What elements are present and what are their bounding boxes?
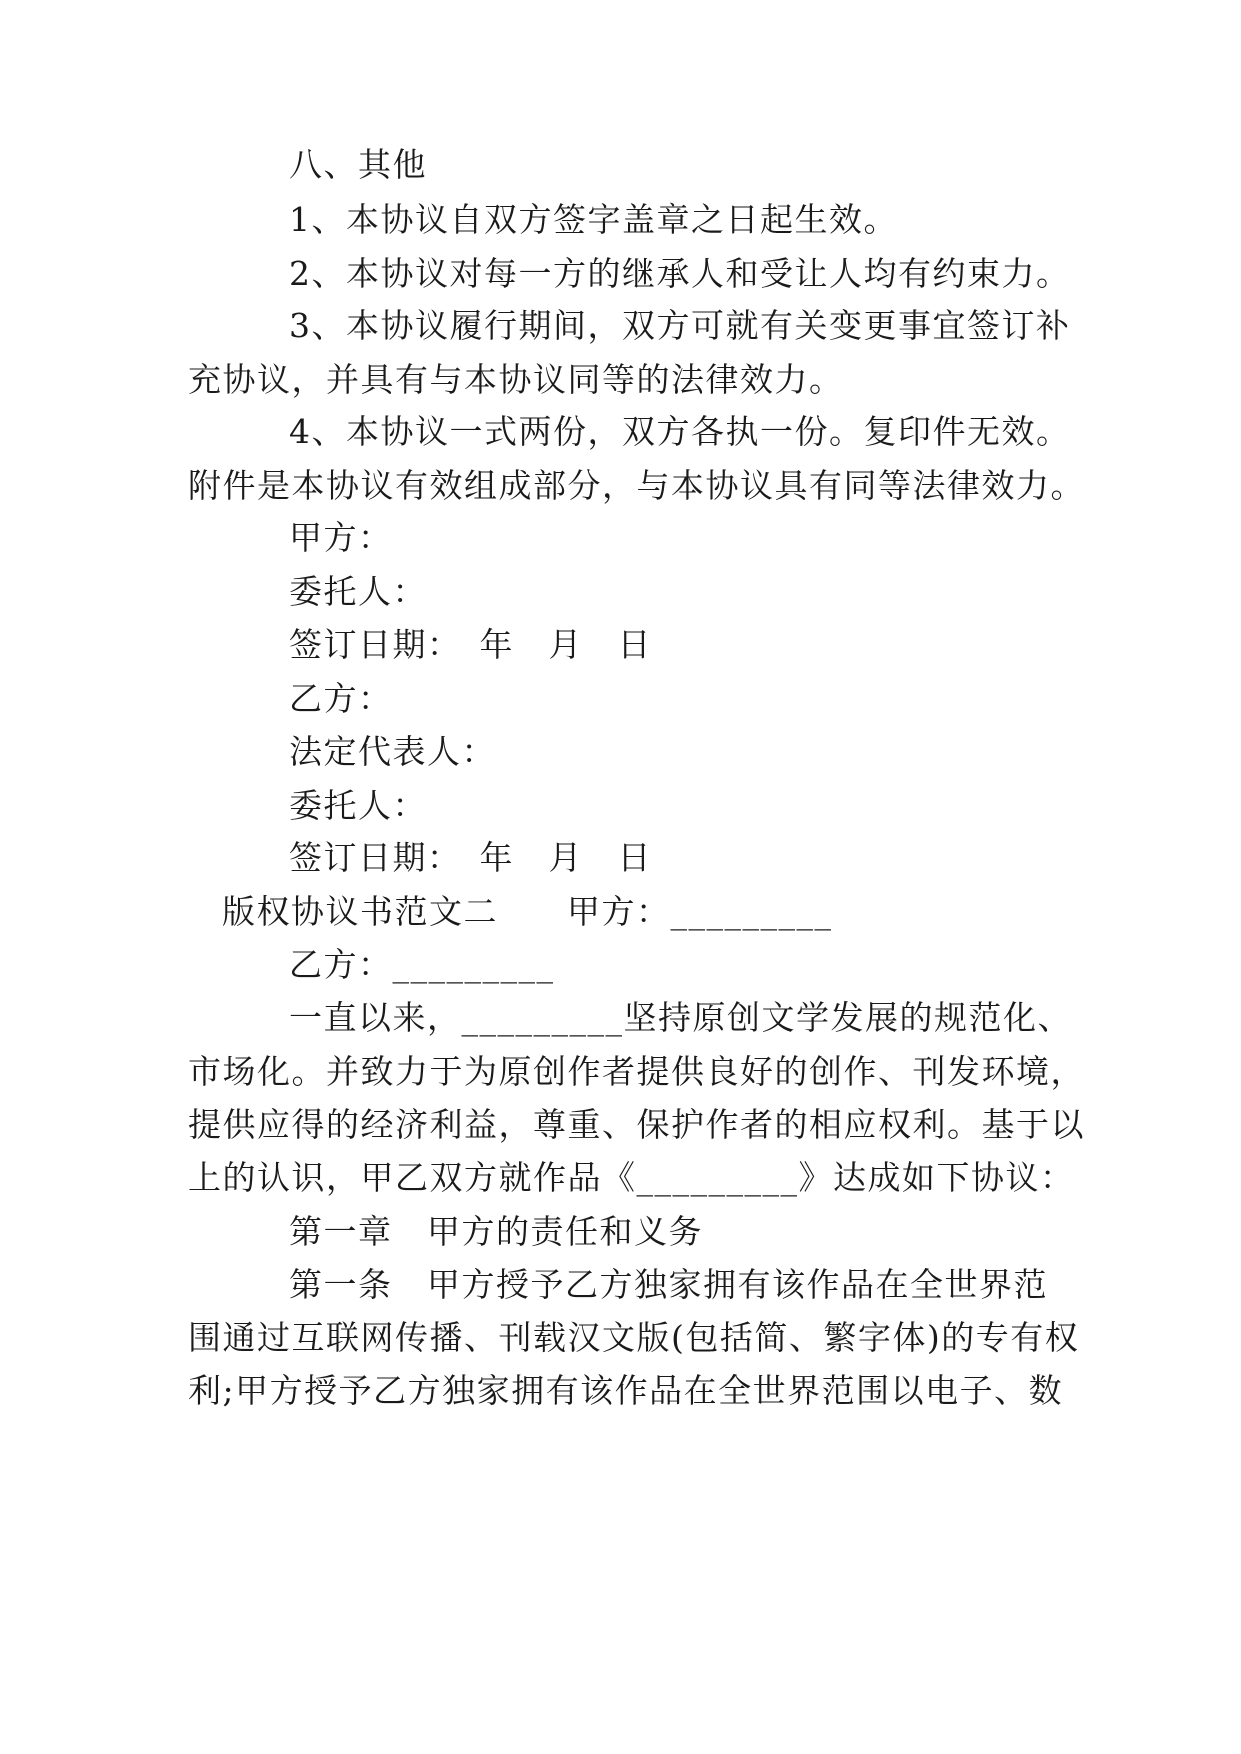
clause-4-line-1: 4、本协议一式两份，双方各执一份。复印件无效。 bbox=[289, 412, 1071, 451]
section-heading-other: 八、其他 bbox=[289, 145, 427, 184]
sample-two-party-b: 乙方：_________ bbox=[289, 945, 555, 984]
clause-3-line-1: 3、本协议履行期间，双方可就有关变更事宜签订补 bbox=[289, 306, 1071, 345]
clause-3-line-2: 充协议，并具有与本协议同等的法律效力。 bbox=[188, 360, 844, 399]
intro-line-2: 市场化。并致力于为原创作者提供良好的创作、刊发环境， bbox=[188, 1052, 1085, 1091]
sample-two-title-line: 版权协议书范文二 甲方：_________ bbox=[222, 892, 833, 931]
sign-date-a: 签订日期： 年 月 日 bbox=[289, 625, 652, 664]
intro-line-4: 上的认识，甲乙双方就作品《_________》达成如下协议： bbox=[188, 1158, 1075, 1197]
article-one-line-3: 利;甲方授予乙方独家拥有该作品在全世界范围以电子、数 bbox=[188, 1371, 1064, 1410]
entrusted-person-a-label: 委托人： bbox=[289, 572, 427, 611]
clause-2: 2、本协议对每一方的继承人和受让人均有约束力。 bbox=[289, 254, 1071, 293]
party-a-label: 甲方： bbox=[289, 518, 393, 557]
chapter-one-heading: 第一章 甲方的责任和义务 bbox=[289, 1212, 703, 1251]
entrusted-person-b-label: 委托人： bbox=[289, 786, 427, 825]
clause-1: 1、本协议自双方签字盖章之日起生效。 bbox=[289, 200, 898, 239]
article-one-line-1: 第一条 甲方授予乙方独家拥有该作品在全世界范 bbox=[289, 1265, 1048, 1304]
intro-line-3: 提供应得的经济利益，尊重、保护作者的相应权利。基于以 bbox=[188, 1105, 1085, 1144]
clause-4-line-2: 附件是本协议有效组成部分，与本协议具有同等法律效力。 bbox=[188, 466, 1085, 505]
sign-date-b: 签订日期： 年 月 日 bbox=[289, 838, 652, 877]
legal-representative-b-label: 法定代表人： bbox=[289, 732, 496, 771]
article-one-line-2: 围通过互联网传播、刊载汉文版(包括简、繁字体)的专有权 bbox=[188, 1318, 1080, 1357]
party-b-label: 乙方： bbox=[289, 679, 393, 718]
intro-line-1: 一直以来，_________坚持原创文学发展的规范化、 bbox=[289, 998, 1072, 1037]
